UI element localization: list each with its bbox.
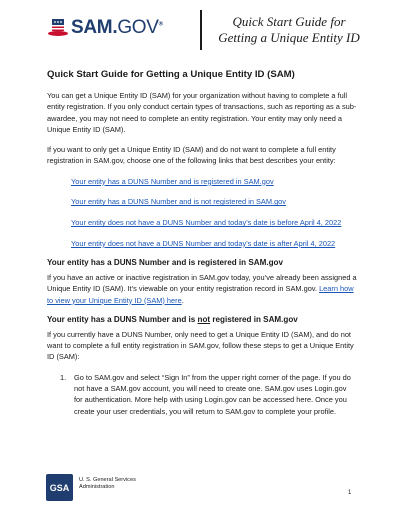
header-divider xyxy=(200,10,202,50)
logo-text-gov: GOV xyxy=(117,17,159,38)
logo-registered-mark: ® xyxy=(158,21,163,28)
link-no-duns-before[interactable]: Your entity does not have a DUNS Number and today’s date is before April 4, 2022 xyxy=(71,218,342,228)
section-paragraph-not-registered: If you currently have a DUNS Number, only need to get a Unique Entity ID (SAM), and do not want to complete a full entity registration in SAM.gov, follow these steps to get a Unique Entity ID (SAM): xyxy=(47,329,354,362)
intro-paragraph: You can get a Unique Entity ID (SAM) for your organization without having to complete a full entity registration. If you only conduct certain types of transactions, such as reporting as a sub-awardee, you may not need to complete an entity registration. Your entity may only need a Unique Entity ID (SAM). xyxy=(47,91,357,134)
section-text-registered-end: . xyxy=(181,295,184,305)
login-gov-help-link[interactable]: can be accessed here xyxy=(238,395,312,405)
header-title xyxy=(214,14,364,46)
page-footer xyxy=(0,470,400,518)
section-paragraph-registered xyxy=(47,272,357,306)
logo-text-sam: SAM. xyxy=(71,17,118,38)
header-title-line2: Getting a Unique Entity ID xyxy=(218,30,360,45)
step-text-start: Go to SAM.gov and select “Sign In” from the upper right corner of the page. If you do not have a SAM.gov account, you will need to create one. SAM.gov uses Login.gov for authentication. More help with using Login.gov xyxy=(74,372,351,405)
document-body xyxy=(47,66,357,417)
agency-name-line2: Administration xyxy=(79,484,115,490)
heading-pre: Your entity has a DUNS Number and is xyxy=(47,314,198,324)
sam-gov-logo[interactable] xyxy=(47,14,163,42)
step-item xyxy=(60,372,357,417)
gsa-logo: GSA xyxy=(46,474,73,501)
section-heading-not-registered xyxy=(47,314,357,325)
choose-paragraph: If you want to only get a Unique Entity ID (SAM) and do not want to complete a full entity registration in SAM.gov, choose one of the following links that best describes your entity: xyxy=(47,145,336,166)
step-text xyxy=(74,372,357,417)
step-text-end: . Once you create your user credentials, you will return to SAM.gov to complete your profile. xyxy=(74,395,347,416)
agency-name-line1: U. S. General Services xyxy=(79,477,136,483)
header-title-line1: Quick Start Guide for xyxy=(232,14,346,29)
link-duns-registered[interactable]: Your entity has a DUNS Number and is registered in SAM.gov xyxy=(71,176,274,186)
entity-link-list xyxy=(71,176,357,249)
agency-name xyxy=(79,477,136,491)
link-duns-not-registered[interactable]: Your entity has a DUNS Number and is not registered in SAM.gov xyxy=(71,197,286,207)
heading-post: registered in SAM.gov xyxy=(210,314,298,324)
heading-not-underlined: not xyxy=(197,314,211,324)
learn-view-uei-link[interactable]: Learn how to view your Unique Entity ID (SAM) here xyxy=(47,284,354,305)
link-no-duns-after[interactable]: Your entity does not have a DUNS Number and today’s date is after April 4, 2022 xyxy=(71,238,336,248)
page-header xyxy=(0,0,400,62)
document-title: Quick Start Guide for Getting a Unique Entity ID (SAM) xyxy=(47,69,295,80)
section-text-registered: If you have an active or inactive registration in SAM.gov today, you’ve already been assigned a Unique Entity ID (SAM). It’s viewable on your entity registration record in SAM.gov. xyxy=(47,272,357,294)
page-number: 1 xyxy=(348,490,352,496)
step-number: 1. xyxy=(60,372,67,382)
uncle-sam-hat-icon xyxy=(47,17,69,39)
section-heading-registered: Your entity has a DUNS Number and is registered in SAM.gov xyxy=(47,257,283,267)
